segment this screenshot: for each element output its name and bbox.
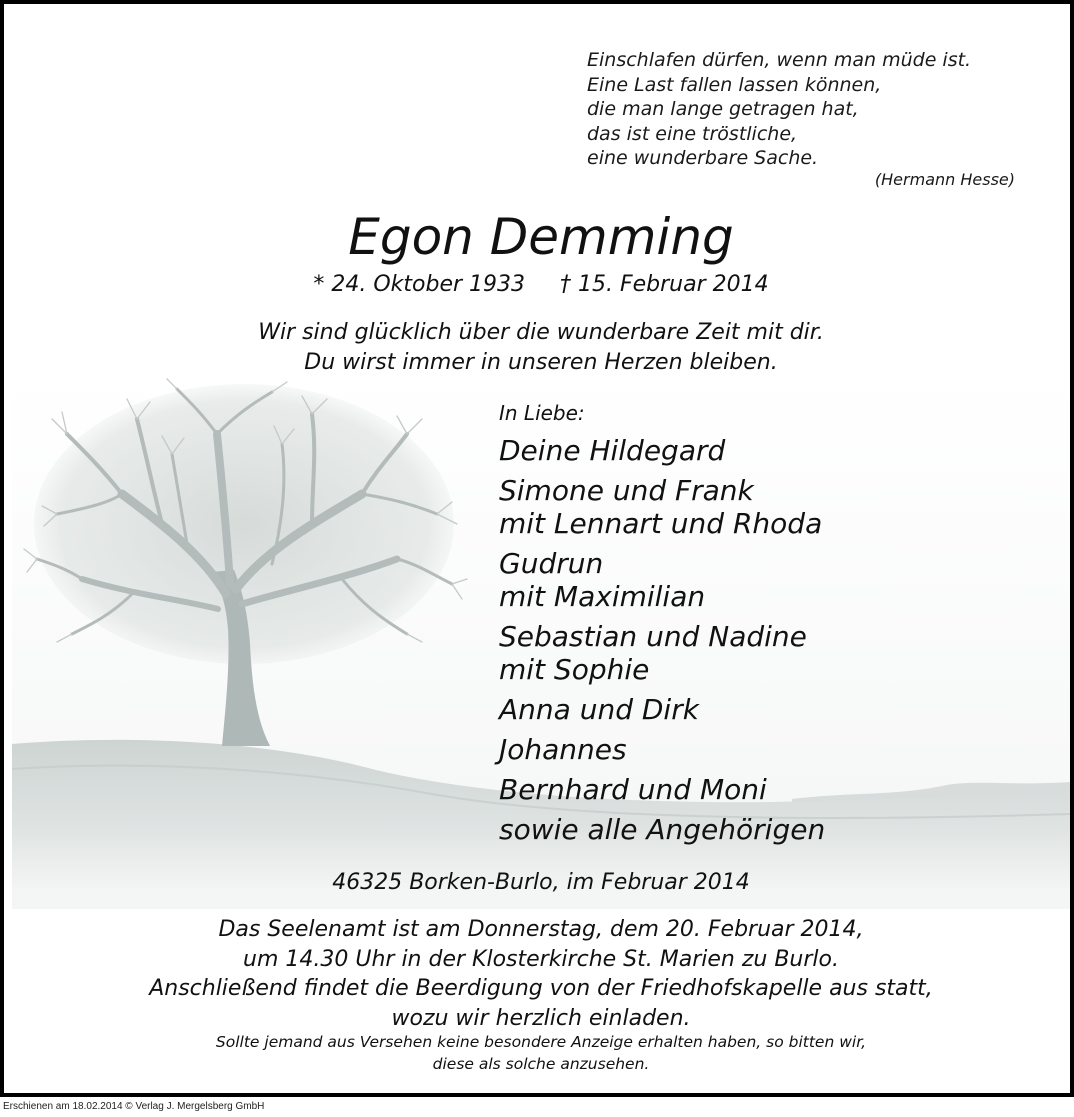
- mourner-group: [499, 813, 1059, 846]
- deceased-name: Egon Demming: [348, 208, 734, 266]
- mourner-name: Anna und Dirk: [499, 693, 699, 726]
- mourner-name: mit Sophie: [499, 653, 650, 686]
- notice-disclaimer: [4, 1031, 1074, 1075]
- poem-line: die man lange getragen hat,: [587, 98, 859, 120]
- disclaimer-line: Sollte jemand aus Versehen keine besondere Anzeige erhalten haben, so bitten wir,: [215, 1033, 867, 1051]
- service-line: Anschließend findet die Beerdigung von der Friedhofskapelle aus statt,: [149, 976, 933, 1001]
- mourner-group: [499, 773, 1059, 806]
- poem-line: eine wunderbare Sache.: [587, 147, 819, 169]
- mourner-name: Sebastian und Nadine: [499, 620, 807, 653]
- life-dates: * 24. Oktober 1933 † 15. Februar 2014: [313, 272, 769, 297]
- poem-quote: [587, 48, 1027, 191]
- mourner-group: [499, 733, 1059, 766]
- mourner-name: Johannes: [499, 733, 627, 766]
- farewell-line: Wir sind glücklich über die wunderbare Zeit mit dir.: [258, 320, 824, 345]
- mourner-group: [499, 434, 1059, 467]
- disclaimer-line: diese als solche anzusehen.: [432, 1055, 650, 1073]
- mourner-group: [499, 547, 1059, 613]
- place-and-date: 46325 Borken-Burlo, im Februar 2014: [332, 870, 750, 895]
- service-line: Das Seelenamt ist am Donnerstag, dem 20. Februar 2014,: [218, 917, 864, 942]
- mourner-group: [499, 620, 1059, 686]
- poem-line: das ist eine tröstliche,: [587, 122, 798, 145]
- service-line: um 14.30 Uhr in der Klosterkirche St. Marien zu Burlo.: [243, 946, 839, 972]
- mourners-intro: In Liebe:: [499, 401, 585, 425]
- mourner-name: Simone und Frank: [499, 474, 754, 507]
- publication-footer: Erschienen am 18.02.2014 © Verlag J. Mergelsberg GmbH: [3, 1101, 265, 1112]
- mourner-name: sowie alle Angehörigen: [499, 813, 826, 846]
- farewell-message: [4, 318, 1074, 378]
- mourner-name: Bernhard und Moni: [499, 773, 767, 806]
- farewell-line: Du wirst immer in unseren Herzen bleiben.: [304, 350, 778, 375]
- mourner-group: [499, 474, 1059, 540]
- mourner-name: Deine Hildegard: [499, 434, 726, 467]
- mourner-group: [499, 693, 1059, 726]
- service-line: wozu wir herzlich einladen.: [391, 1005, 691, 1031]
- poem-line: Einschlafen dürfen, wenn man müde ist.: [587, 49, 972, 71]
- mourner-name: mit Maximilian: [499, 580, 706, 613]
- poem-line: Eine Last fallen lassen können,: [587, 73, 882, 96]
- mourner-name: Gudrun: [499, 547, 604, 580]
- mourners-list: [499, 398, 1059, 853]
- poem-author: (Hermann Hesse): [874, 169, 1015, 189]
- funeral-service-info: [4, 915, 1074, 1033]
- mourner-name: mit Lennart und Rhoda: [499, 507, 823, 540]
